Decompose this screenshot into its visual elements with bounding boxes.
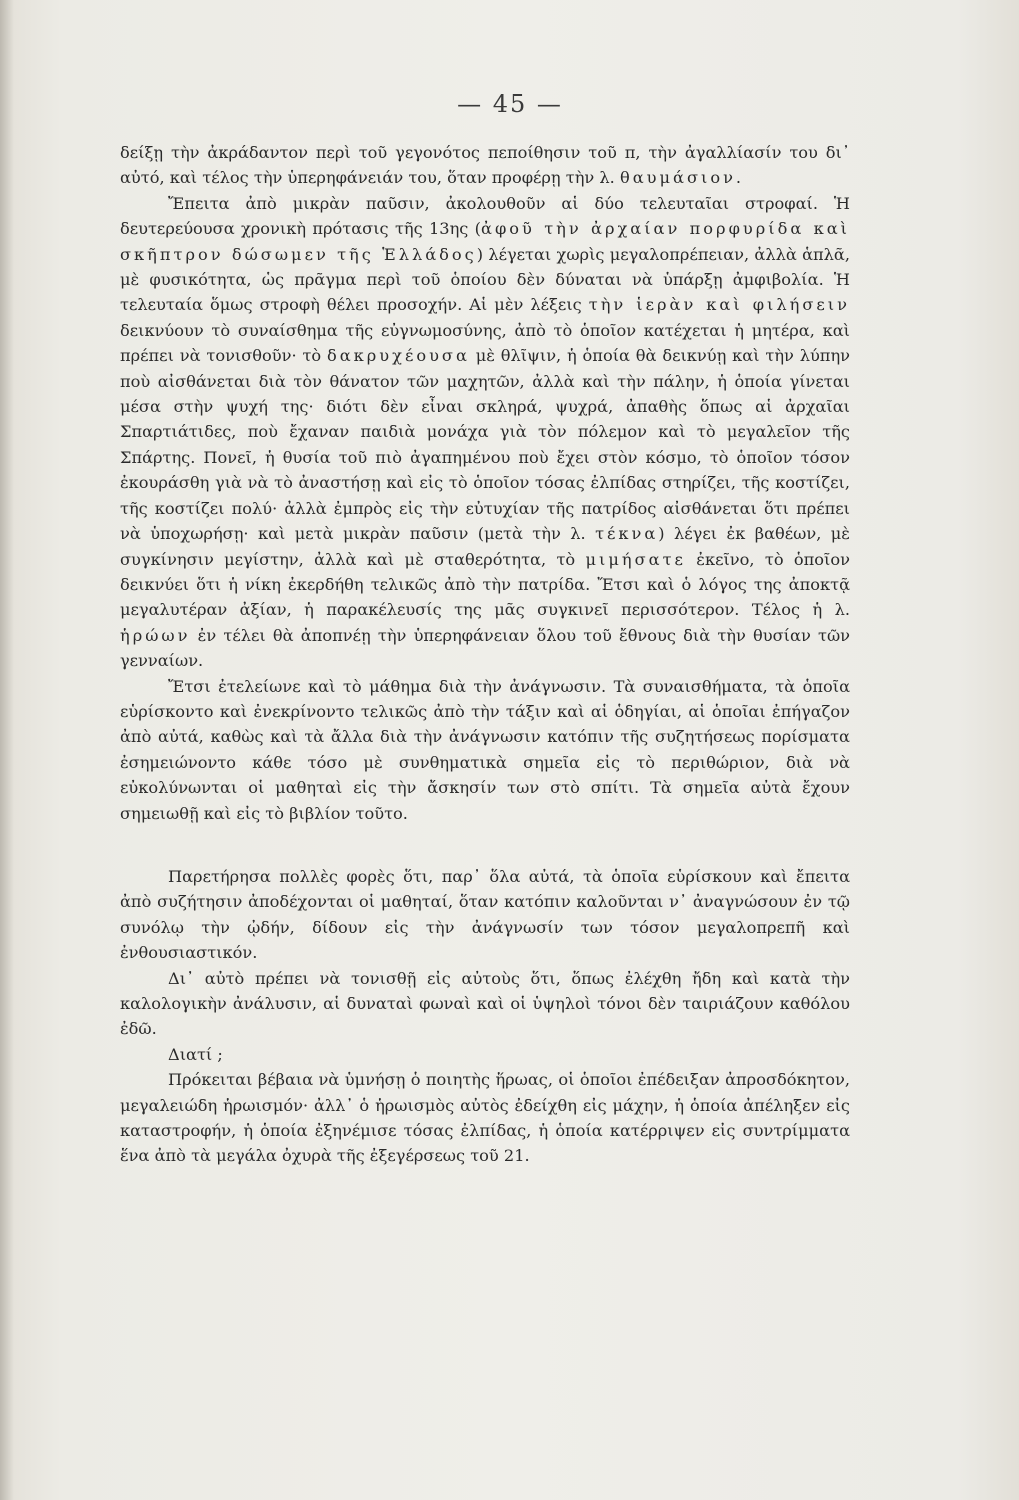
text-span: Διατί ;	[168, 1044, 223, 1064]
paragraph-7	[120, 1067, 850, 1169]
text-span: Δι᾽ αὐτὸ πρέπει νὰ τονισθῇ εἰς αὐτοὺς ὅτι, ὅπως ἐλέχθη ἤδη καὶ κατὰ τὴν καλολογικὴν ἀνάλυσιν, αἱ δυναταὶ φωναὶ καὶ οἱ ὑψηλοὶ τόνοι δὲν ταιριάζουν καθόλου ἐδῶ.	[120, 968, 850, 1039]
text-span: Πρόκειται βέβαια νὰ ὑμνήσῃ ὁ ποιητὴς ἥρωας, οἱ ὁποῖοι ἐπέδειξαν ἀπροσδόκητον, μεγαλειώδη ἡρωισμόν· ἀλλ᾽ ὁ ἡρωισμὸς αὐτὸς ἐδείχθη εἰς μάχην, ἡ ὁποία ἀπέληξεν εἰς καταστροφήν, ἡ ὁποία ἐξηνέμισε τόσας ἐλπίδας, ἡ ὁποία κατέρριψεν εἰς συντρίμματα ἕνα ἀπὸ τὰ μεγάλα ὀχυρὰ τῆς ἐξεγέρσεως τοῦ 21.	[120, 1070, 850, 1166]
paragraph-5	[120, 966, 850, 1042]
paragraph-1	[120, 140, 850, 191]
page-edge-shadow	[0, 0, 14, 1500]
text-span: δεικνύουν τὸ συναίσθημα τῆς εὐγνωμοσύνης, ἀπὸ τὸ ὁποῖον κατέχεται ἡ μητέρα, καὶ πρέπει νὰ τονισθοῦν· τὸ	[120, 320, 850, 366]
text-span: Ἔπειτα ἀπὸ μικρὰν παῦσιν, ἀκολουθοῦν αἱ δύο τελευταῖαι στροφαί. Ἡ δευτερεύουσα χρονικὴ πρότασις τῆς 13ης (	[120, 193, 850, 239]
text-span: .	[735, 168, 742, 188]
spaced-word: μιμήσατε	[585, 549, 686, 569]
spaced-word: δακρυχέουσα	[327, 346, 470, 366]
text-span: δείξῃ τὴν ἀκράδαντον περὶ τοῦ γεγονότος πεποίθησιν τοῦ π, τὴν ἀγαλλίασίν του δι᾽ αὐτό, καὶ τέλος τὴν ὑπερηφάνειάν του, ὅταν προφέρῃ τὴν λ.	[120, 143, 850, 188]
text-span: μὲ θλῖψιν, ἡ ὁποία θὰ δεικνύῃ καὶ τὴν λύπην ποὺ αἰσθάνεται διὰ τὸν θάνατον τῶν μαχητῶν, ἀλλὰ καὶ τὴν πάλην, ἡ ὁποία γίνεται μέσα στὴν ψυχή της· διότι δὲν εἶναι σκληρά, ψυχρά, ἀπαθὴς ὅπως αἱ ἀρχαῖαι Σπαρτιάτιδες, ποὺ ἔχαναν παιδιὰ μονάχα γιὰ τὸν πόλεμον καὶ τὸ μεγαλεῖον τῆς Σπάρτης. Πονεῖ, ἡ θυσία τοῦ πιὸ ἀγαπημένου ποὺ ἔχει στὸν κόσμο, τὸ ὁποῖον τόσον ἐκουράσθη γιὰ νὰ τὸ ἀναστήσῃ καὶ εἰς τὸ ὁποῖον τόσας ἐλπίδας στηρίζει, τῆς κοστίζει, τῆς κοστίζει πολύ· ἀλλὰ ἐμπρὸς εἰς τὴν εὐτυχίαν τῆς πατρίδος αἰσθάνεται ὅτι πρέπει νὰ ὑποχωρήσῃ· καὶ μετὰ μικρὰν παῦσιν (μετὰ τὴν λ.	[120, 346, 850, 544]
paragraph-3	[120, 674, 850, 826]
spaced-phrase: τὴν ἱερὰν καὶ φιλήσειν	[588, 295, 850, 315]
spaced-word: θαυμάσιον	[619, 168, 736, 188]
spaced-word: τέκνα	[595, 524, 659, 544]
text-span: ἐν τέλει θὰ ἀποπνέῃ τὴν ὑπερηφάνειαν ὅλου τοῦ ἔθνους διὰ τὴν θυσίαν τῶν γενναίων.	[120, 625, 850, 671]
text-span: Παρετήρησα πολλὲς φορὲς ὅτι, παρ᾽ ὅλα αὐτά, τὰ ὁποῖα εὑρίσκουν καὶ ἔπειτα ἀπὸ συζήτησιν ἀποδέχονται οἱ μαθηταί, ὅταν κατόπιν καλοῦνται ν᾽ ἀναγνώσουν ἐν τῷ συνόλῳ τὴν ᾠδήν, δίδουν εἰς τὴν ἀνάγνωσίν των τόσον μεγαλοπρεπῆ καὶ ἐνθουσιαστικόν.	[120, 866, 850, 963]
body-text	[120, 140, 850, 1169]
paragraph-2	[120, 191, 850, 674]
paragraph-6	[120, 1042, 850, 1067]
text-span: ) λέγεται χωρὶς μεγαλοπρέπειαν, ἀλλὰ ἁπλᾶ, μὲ φυσικότητα, ὡς πρᾶγμα περὶ τοῦ ὁποίου δὲν δύναται νὰ ὑπάρξῃ ἀμφιβολία. Ἡ τελευταία ὅμως στροφὴ θέλει προσοχήν. Αἱ μὲν λέξεις	[120, 244, 850, 315]
text-span: Ἔτσι ἐτελείωνε καὶ τὸ μάθημα διὰ τὴν ἀνάγνωσιν. Τὰ συναισθήματα, τὰ ὁποῖα εὑρίσκοντο καὶ ἐνεκρίνοντο τελικῶς ἀπὸ τὴν τάξιν καὶ αἱ ὁδηγίαι, αἱ ὁποῖαι ἐπήγαζον ἀπὸ αὐτά, καθὼς καὶ τὰ ἄλλα διὰ τὴν ἀνάγνωσιν κατόπιν τῆς συζητήσεως πορίσματα ἐσημειώνοντο κάθε τόσο μὲ συνθηματικὰ σημεῖα εἰς τὸ περιθώριον, διὰ νὰ εὐκολύνωνται οἱ μαθηταὶ εἰς τὴν ἄσκησίν των στὸ σπίτι. Τὰ σημεῖα αὐτὰ ἔχουν σημειωθῇ καὶ εἰς τὸ βιβλίον τοῦτο.	[120, 676, 850, 823]
text-span: ἐκεῖνο, τὸ ὁποῖον δεικνύει ὅτι ἡ νίκη ἐκερδήθη τελικῶς ἀπὸ τὴν πατρίδα. Ἔτσι καὶ ὁ λόγος της ἀποκτᾷ μεγαλυτέραν ἀξίαν, ἡ παρακέλευσίς της μᾶς συγκινεῖ περισσότερον. Τέλος ἡ λ.	[120, 549, 850, 620]
page-number: — 45 —	[457, 90, 563, 118]
paragraph-4	[120, 864, 850, 966]
spaced-phrase: ἀφοῦ τὴν ἀρχαίαν πορφυρίδα καὶ σκῆπτρον δώσωμεν τῆς Ἑλλάδος	[120, 219, 851, 264]
text-span: ) λέγει ἐκ βαθέων, μὲ συγκίνησιν μεγίστην, ἀλλὰ καὶ μὲ σταθερότητα, τὸ	[120, 524, 850, 569]
spaced-word: ἡρώων	[120, 625, 191, 645]
